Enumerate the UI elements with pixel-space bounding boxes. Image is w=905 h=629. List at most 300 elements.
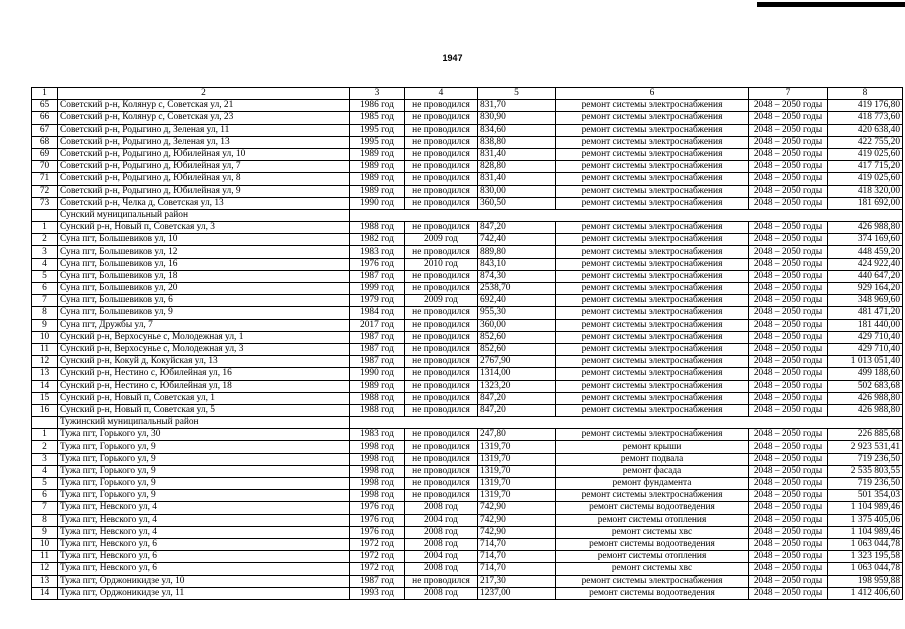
column-number: 5 (478, 88, 556, 100)
address-cell: Суна пгт, Большевиков ул, 18 (58, 270, 350, 282)
cost-cell: 417 715,20 (828, 161, 903, 173)
period-cell: 2048 – 2050 годы (749, 514, 828, 526)
table-row (32, 368, 903, 380)
work-type-cell: ремонт системы электроснабжения (556, 368, 749, 380)
row-number: 6 (32, 490, 58, 502)
cost-cell: 1 063 044,78 (828, 538, 903, 550)
period-cell: 2048 – 2050 годы (749, 246, 828, 258)
period-cell: 2048 – 2050 годы (749, 538, 828, 550)
work-type-cell: ремонт системы электроснабжения (556, 185, 749, 197)
area-cell: 1319,70 (478, 478, 556, 490)
last-repair-cell: не проводился (405, 246, 478, 258)
address-cell: Сунский р-н, Верхосунье с, Молодежная ул, 1 (58, 331, 350, 343)
address-cell: Суна пгт, Большевиков ул, 20 (58, 283, 350, 295)
row-number: 73 (32, 197, 58, 209)
last-repair-cell: не проводился (405, 148, 478, 160)
address-cell: Советский р-н, Челка д, Советская ул, 13 (58, 197, 350, 209)
area-cell: 830,90 (478, 112, 556, 124)
cost-cell: 1 013 051,40 (828, 356, 903, 368)
commission-year-cell: 1988 год (350, 392, 405, 404)
last-repair-cell: 2004 год (405, 551, 478, 563)
last-repair-cell: 2008 год (405, 587, 478, 599)
commission-year-cell: 1999 год (350, 283, 405, 295)
row-number (32, 209, 58, 221)
period-cell: 2048 – 2050 годы (749, 319, 828, 331)
commission-year-cell: 1989 год (350, 148, 405, 160)
work-type-cell: ремонт системы электроснабжения (556, 307, 749, 319)
table-row (32, 514, 903, 526)
commission-year-cell: 1986 год (350, 100, 405, 112)
period-cell: 2048 – 2050 годы (749, 478, 828, 490)
address-cell: Сунский р-н, Нестино с, Юбилейная ул, 18 (58, 380, 350, 392)
commission-year-cell: 1989 год (350, 173, 405, 185)
cost-cell: 1 104 989,46 (828, 502, 903, 514)
address-cell: Тужа пгт, Орджоникидзе ул, 10 (58, 575, 350, 587)
period-cell: 2048 – 2050 годы (749, 465, 828, 477)
work-type-cell: ремонт фасада (556, 465, 749, 477)
area-cell: 742,40 (478, 234, 556, 246)
area-cell: 831,40 (478, 173, 556, 185)
cost-cell: 440 647,20 (828, 270, 903, 282)
period-cell: 2048 – 2050 годы (749, 136, 828, 148)
column-number-row (32, 88, 903, 100)
area-cell: 2538,70 (478, 283, 556, 295)
commission-year-cell: 1972 год (350, 563, 405, 575)
area-cell: 1319,70 (478, 441, 556, 453)
cost-cell: 1 063 044,78 (828, 563, 903, 575)
row-number: 13 (32, 368, 58, 380)
table-row (32, 173, 903, 185)
work-type-cell: ремонт системы электроснабжения (556, 112, 749, 124)
last-repair-cell: не проводился (405, 173, 478, 185)
last-repair-cell: 2008 год (405, 538, 478, 550)
period-cell: 2048 – 2050 годы (749, 307, 828, 319)
cost-cell: 481 471,20 (828, 307, 903, 319)
period-cell: 2048 – 2050 годы (749, 185, 828, 197)
last-repair-cell: не проводился (405, 465, 478, 477)
column-number: 1 (32, 88, 58, 100)
commission-year-cell: 1984 год (350, 307, 405, 319)
area-cell: 1237,00 (478, 587, 556, 599)
row-number: 1 (32, 429, 58, 441)
row-number: 67 (32, 124, 58, 136)
last-repair-cell: не проводился (405, 185, 478, 197)
page-number: 1947 (442, 53, 463, 63)
cost-cell: 419 025,60 (828, 173, 903, 185)
period-cell: 2048 – 2050 годы (749, 124, 828, 136)
table-row (32, 112, 903, 124)
cost-cell: 198 959,88 (828, 575, 903, 587)
table-row (32, 538, 903, 550)
area-cell: 692,40 (478, 295, 556, 307)
work-type-cell: ремонт системы хвс (556, 563, 749, 575)
cost-cell: 448 459,20 (828, 246, 903, 258)
commission-year-cell: 1995 год (350, 136, 405, 148)
period-cell: 2048 – 2050 годы (749, 526, 828, 538)
commission-year-cell: 1983 год (350, 246, 405, 258)
commission-year-cell: 1987 год (350, 270, 405, 282)
table-row (32, 124, 903, 136)
work-type-cell: ремонт системы электроснабжения (556, 392, 749, 404)
row-number: 13 (32, 575, 58, 587)
commission-year-cell: 1989 год (350, 161, 405, 173)
area-cell: 834,60 (478, 124, 556, 136)
last-repair-cell: 2004 год (405, 514, 478, 526)
row-number: 2 (32, 441, 58, 453)
table-row (32, 222, 903, 234)
cost-cell: 929 164,20 (828, 283, 903, 295)
row-number: 12 (32, 356, 58, 368)
last-repair-cell: не проводился (405, 343, 478, 355)
table-row (32, 148, 903, 160)
cost-cell: 1 375 405,06 (828, 514, 903, 526)
cost-cell: 418 773,60 (828, 112, 903, 124)
area-cell: 852,60 (478, 343, 556, 355)
cost-cell: 348 969,60 (828, 295, 903, 307)
address-cell: Тужа пгт, Горького ул, 9 (58, 465, 350, 477)
area-cell: 1319,70 (478, 453, 556, 465)
cost-cell: 426 988,80 (828, 222, 903, 234)
last-repair-cell: не проводился (405, 575, 478, 587)
cost-cell: 426 988,80 (828, 392, 903, 404)
row-number: 3 (32, 246, 58, 258)
area-cell: 847,20 (478, 392, 556, 404)
period-cell: 2048 – 2050 годы (749, 551, 828, 563)
table-row (32, 197, 903, 209)
row-number: 68 (32, 136, 58, 148)
last-repair-cell: не проводился (405, 392, 478, 404)
row-number: 7 (32, 502, 58, 514)
cost-cell: 426 988,80 (828, 404, 903, 416)
table-row (32, 429, 903, 441)
work-type-cell: ремонт системы электроснабжения (556, 173, 749, 185)
period-cell: 2048 – 2050 годы (749, 587, 828, 599)
work-type-cell: ремонт системы электроснабжения (556, 270, 749, 282)
area-cell: 838,80 (478, 136, 556, 148)
last-repair-cell: 2008 год (405, 526, 478, 538)
column-number: 6 (556, 88, 749, 100)
table-row (32, 295, 903, 307)
column-number: 7 (749, 88, 828, 100)
table-row (32, 319, 903, 331)
work-type-cell: ремонт системы отопления (556, 514, 749, 526)
work-type-cell: ремонт системы отопления (556, 551, 749, 563)
address-cell: Тужа пгт, Невского ул, 4 (58, 526, 350, 538)
table-row (32, 283, 903, 295)
last-repair-cell: 2009 год (405, 295, 478, 307)
address-cell: Советский р-н, Родыгино д, Зеленая ул, 11 (58, 124, 350, 136)
commission-year-cell: 1972 год (350, 551, 405, 563)
cost-cell: 501 354,03 (828, 490, 903, 502)
area-cell: 831,70 (478, 100, 556, 112)
period-cell: 2048 – 2050 годы (749, 343, 828, 355)
work-type-cell: ремонт системы электроснабжения (556, 222, 749, 234)
area-cell: 360,00 (478, 319, 556, 331)
last-repair-cell: не проводился (405, 331, 478, 343)
work-type-cell: ремонт системы электроснабжения (556, 404, 749, 416)
address-cell: Тужа пгт, Невского ул, 6 (58, 551, 350, 563)
work-type-cell: ремонт системы электроснабжения (556, 148, 749, 160)
period-cell: 2048 – 2050 годы (749, 222, 828, 234)
address-cell: Советский р-н, Колянур с, Советская ул, 21 (58, 100, 350, 112)
commission-year-cell: 1976 год (350, 502, 405, 514)
row-number: 2 (32, 234, 58, 246)
commission-year-cell: 1998 год (350, 453, 405, 465)
commission-year-cell: 2017 год (350, 319, 405, 331)
commission-year-cell: 1998 год (350, 465, 405, 477)
work-type-cell: ремонт системы водоотведения (556, 587, 749, 599)
cost-cell: 374 169,60 (828, 234, 903, 246)
commission-year-cell: 1976 год (350, 526, 405, 538)
row-number: 71 (32, 173, 58, 185)
section-title: Сунский муниципальный район (58, 209, 350, 221)
table-row (32, 343, 903, 355)
commission-year-cell: 1972 год (350, 538, 405, 550)
cost-cell: 502 683,68 (828, 380, 903, 392)
address-cell: Сунский р-н, Новый п, Советская ул, 1 (58, 392, 350, 404)
address-cell: Тужа пгт, Горького ул, 9 (58, 441, 350, 453)
work-type-cell: ремонт системы электроснабжения (556, 380, 749, 392)
period-cell: 2048 – 2050 годы (749, 100, 828, 112)
area-cell: 843,10 (478, 258, 556, 270)
area-cell: 2767,90 (478, 356, 556, 368)
table-row (32, 453, 903, 465)
cost-cell: 719 236,50 (828, 453, 903, 465)
address-cell: Сунский р-н, Нестино с, Юбилейная ул, 16 (58, 368, 350, 380)
commission-year-cell: 1987 год (350, 343, 405, 355)
address-cell: Суна пгт, Большевиков ул, 9 (58, 307, 350, 319)
commission-year-cell: 1982 год (350, 234, 405, 246)
address-cell: Тужа пгт, Горького ул, 9 (58, 490, 350, 502)
row-number: 70 (32, 161, 58, 173)
area-cell: 714,70 (478, 551, 556, 563)
cost-cell: 1 323 195,58 (828, 551, 903, 563)
period-cell: 2048 – 2050 годы (749, 563, 828, 575)
period-cell: 2048 – 2050 годы (749, 380, 828, 392)
cost-cell: 719 236,50 (828, 478, 903, 490)
cost-cell: 420 638,40 (828, 124, 903, 136)
cost-cell: 2 535 803,55 (828, 465, 903, 477)
period-cell: 2048 – 2050 годы (749, 295, 828, 307)
cost-cell: 181 440,00 (828, 319, 903, 331)
area-cell: 847,20 (478, 404, 556, 416)
work-type-cell: ремонт системы электроснабжения (556, 283, 749, 295)
address-cell: Тужа пгт, Горького ул, 9 (58, 478, 350, 490)
section-row (32, 417, 903, 429)
row-number: 66 (32, 112, 58, 124)
period-cell: 2048 – 2050 годы (749, 234, 828, 246)
table-row (32, 502, 903, 514)
last-repair-cell: не проводился (405, 453, 478, 465)
table-row (32, 587, 903, 599)
table-row (32, 551, 903, 563)
table-row (32, 490, 903, 502)
last-repair-cell: 2009 год (405, 234, 478, 246)
cost-cell: 226 885,68 (828, 429, 903, 441)
commission-year-cell: 1998 год (350, 441, 405, 453)
table-row (32, 441, 903, 453)
period-cell: 2048 – 2050 годы (749, 197, 828, 209)
cost-cell: 422 755,20 (828, 136, 903, 148)
table-row (32, 575, 903, 587)
period-cell: 2048 – 2050 годы (749, 575, 828, 587)
address-cell: Советский р-н, Родыгино д, Юбилейная ул, 7 (58, 161, 350, 173)
address-cell: Тужа пгт, Орджоникидзе ул, 11 (58, 587, 350, 599)
address-cell: Тужа пгт, Горького ул, 9 (58, 453, 350, 465)
work-type-cell: ремонт системы электроснабжения (556, 343, 749, 355)
row-number: 3 (32, 453, 58, 465)
period-cell: 2048 – 2050 годы (749, 258, 828, 270)
work-type-cell: ремонт системы электроснабжения (556, 124, 749, 136)
period-cell: 2048 – 2050 годы (749, 356, 828, 368)
commission-year-cell: 1993 год (350, 587, 405, 599)
last-repair-cell: не проводился (405, 368, 478, 380)
table-row (32, 526, 903, 538)
work-type-cell: ремонт системы электроснабжения (556, 197, 749, 209)
table-row (32, 100, 903, 112)
work-type-cell: ремонт системы электроснабжения (556, 331, 749, 343)
period-cell: 2048 – 2050 годы (749, 429, 828, 441)
table-row (32, 185, 903, 197)
address-cell: Сунский р-н, Кокуй д, Кокуйская ул, 13 (58, 356, 350, 368)
column-number: 4 (405, 88, 478, 100)
section-title: Тужинский муниципальный район (58, 417, 350, 429)
commission-year-cell: 1989 год (350, 380, 405, 392)
address-cell: Сунский р-н, Верхосунье с, Молодежная ул, 3 (58, 343, 350, 355)
period-cell: 2048 – 2050 годы (749, 368, 828, 380)
row-number: 6 (32, 283, 58, 295)
row-number: 5 (32, 270, 58, 282)
period-cell: 2048 – 2050 годы (749, 441, 828, 453)
last-repair-cell: не проводился (405, 478, 478, 490)
last-repair-cell: не проводился (405, 283, 478, 295)
row-number: 14 (32, 587, 58, 599)
area-cell: 714,70 (478, 563, 556, 575)
row-number: 4 (32, 465, 58, 477)
row-number: 8 (32, 307, 58, 319)
period-cell: 2048 – 2050 годы (749, 392, 828, 404)
area-cell: 742,90 (478, 514, 556, 526)
column-number: 2 (58, 88, 350, 100)
last-repair-cell: не проводился (405, 319, 478, 331)
commission-year-cell: 1987 год (350, 356, 405, 368)
work-type-cell: ремонт системы электроснабжения (556, 429, 749, 441)
row-number: 12 (32, 563, 58, 575)
work-type-cell: ремонт системы водоотведения (556, 502, 749, 514)
work-type-cell: ремонт системы водоотведения (556, 538, 749, 550)
table-row (32, 380, 903, 392)
commission-year-cell: 1976 год (350, 258, 405, 270)
last-repair-cell: не проводился (405, 161, 478, 173)
row-number: 16 (32, 404, 58, 416)
area-cell: 1314,00 (478, 368, 556, 380)
row-number: 4 (32, 258, 58, 270)
row-number: 15 (32, 392, 58, 404)
area-cell: 889,80 (478, 246, 556, 258)
area-cell: 247,80 (478, 429, 556, 441)
last-repair-cell: не проводился (405, 222, 478, 234)
work-type-cell: ремонт системы электроснабжения (556, 161, 749, 173)
area-cell: 1319,70 (478, 465, 556, 477)
address-cell: Советский р-н, Родыгино д, Юбилейная ул, 8 (58, 173, 350, 185)
last-repair-cell: не проводился (405, 429, 478, 441)
section-spacer (350, 417, 903, 429)
table-row (32, 478, 903, 490)
row-number: 8 (32, 514, 58, 526)
section-row (32, 209, 903, 221)
address-cell: Тужа пгт, Невского ул, 6 (58, 563, 350, 575)
last-repair-cell: не проводился (405, 490, 478, 502)
period-cell: 2048 – 2050 годы (749, 148, 828, 160)
commission-year-cell: 1989 год (350, 185, 405, 197)
last-repair-cell: 2008 год (405, 502, 478, 514)
commission-year-cell: 1983 год (350, 429, 405, 441)
cost-cell: 429 710,40 (828, 331, 903, 343)
period-cell: 2048 – 2050 годы (749, 453, 828, 465)
address-cell: Суна пгт, Дружбы ул, 7 (58, 319, 350, 331)
last-repair-cell: не проводился (405, 197, 478, 209)
work-type-cell: ремонт системы электроснабжения (556, 234, 749, 246)
last-repair-cell: не проводился (405, 100, 478, 112)
commission-year-cell: 1990 год (350, 197, 405, 209)
table-row (32, 465, 903, 477)
cost-cell: 2 923 531,41 (828, 441, 903, 453)
commission-year-cell: 1985 год (350, 112, 405, 124)
last-repair-cell: не проводился (405, 270, 478, 282)
area-cell: 1319,70 (478, 490, 556, 502)
row-number: 11 (32, 551, 58, 563)
area-cell: 742,90 (478, 526, 556, 538)
last-repair-cell: 2008 год (405, 563, 478, 575)
period-cell: 2048 – 2050 годы (749, 502, 828, 514)
table-row (32, 136, 903, 148)
cost-cell: 181 692,00 (828, 197, 903, 209)
commission-year-cell: 1990 год (350, 368, 405, 380)
last-repair-cell: не проводился (405, 112, 478, 124)
work-type-cell: ремонт системы электроснабжения (556, 490, 749, 502)
row-number: 10 (32, 538, 58, 550)
area-cell: 955,30 (478, 307, 556, 319)
last-repair-cell: не проводился (405, 136, 478, 148)
commission-year-cell: 1979 год (350, 295, 405, 307)
period-cell: 2048 – 2050 годы (749, 173, 828, 185)
area-cell: 360,50 (478, 197, 556, 209)
cost-cell: 419 025,60 (828, 148, 903, 160)
work-type-cell: ремонт системы электроснабжения (556, 356, 749, 368)
address-cell: Советский р-н, Родыгино д, Юбилейная ул, 10 (58, 148, 350, 160)
table-row (32, 563, 903, 575)
row-number: 72 (32, 185, 58, 197)
work-type-cell: ремонт крыши (556, 441, 749, 453)
row-number: 7 (32, 295, 58, 307)
cost-cell: 1 104 989,46 (828, 526, 903, 538)
table-body (32, 100, 903, 600)
row-number: 65 (32, 100, 58, 112)
period-cell: 2048 – 2050 годы (749, 283, 828, 295)
cost-cell: 1 412 406,60 (828, 587, 903, 599)
row-number: 69 (32, 148, 58, 160)
table-row (32, 404, 903, 416)
address-cell: Советский р-н, Родыгино д, Юбилейная ул, 9 (58, 185, 350, 197)
column-number: 3 (350, 88, 405, 100)
register-table (31, 87, 903, 600)
table-row (32, 331, 903, 343)
work-type-cell: ремонт системы хвс (556, 526, 749, 538)
commission-year-cell: 1995 год (350, 124, 405, 136)
address-cell: Суна пгт, Большевиков ул, 6 (58, 295, 350, 307)
last-repair-cell: не проводился (405, 441, 478, 453)
commission-year-cell: 1998 год (350, 490, 405, 502)
